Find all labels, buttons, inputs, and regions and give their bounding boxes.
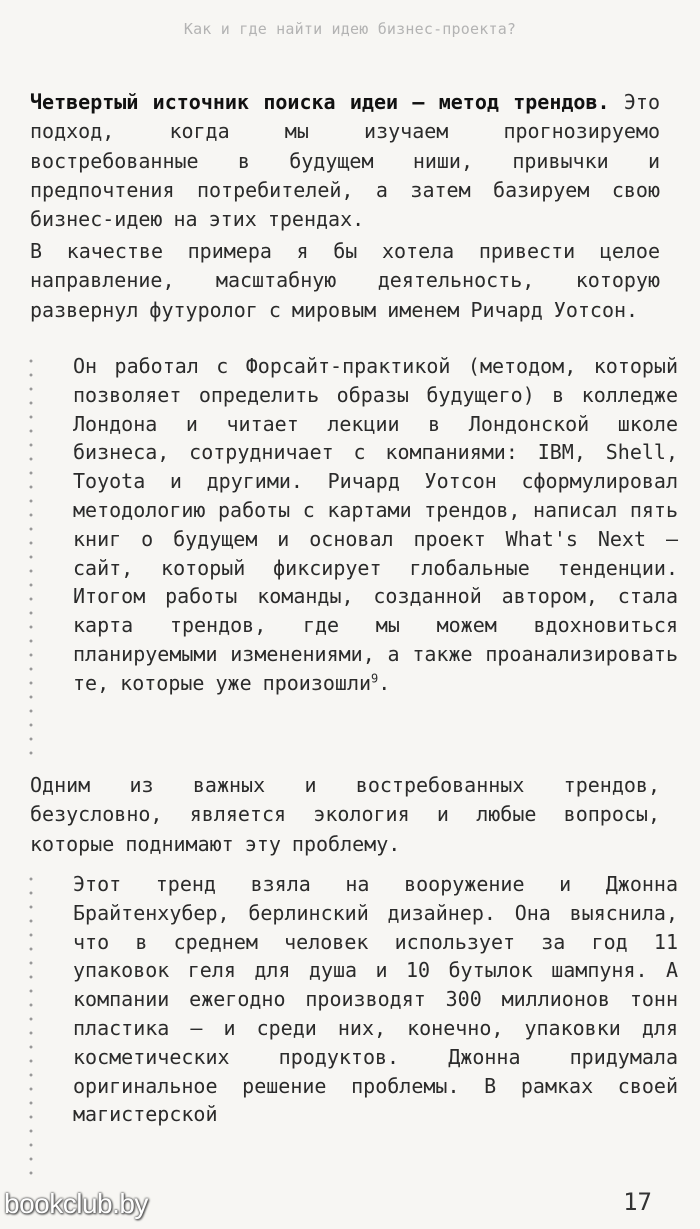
- footnote-marker: 9: [371, 671, 379, 686]
- paragraph-text: Это подход, когда мы изучаем прогнозируемо востребованные в будущем ниши, привычки и предпочтения потребителей, а затем базируем свою бизнес-идею на этих трендах.: [30, 90, 660, 232]
- running-header: Как и где найти идею бизнес-проекта?: [183, 20, 517, 38]
- page-number: 17: [623, 1188, 652, 1216]
- callout-text: [73, 352, 678, 698]
- callout-box-watson: [28, 352, 678, 757]
- callout-box-breitenhuber: [28, 870, 678, 1180]
- paragraph-example-intro: В качестве примера я бы хотела привести целое направление, масштабную деятельность, которую развернул футуролог с мировым именем Ричард Уотсон.: [30, 239, 660, 322]
- watermark-logo: bookclub.by: [4, 1188, 148, 1219]
- callout-end: .: [378, 670, 391, 695]
- lead-sentence: Четвертый источник поиска идеи — метод трендов.: [30, 90, 610, 114]
- dotted-margin-rule: [28, 872, 34, 1180]
- paragraph-trends-method: [30, 88, 660, 234]
- paragraph-ecology: Одним из важных и востребованных трендов, безусловно, является экология и любые вопросы, которые поднимают эту проблему.: [30, 773, 660, 856]
- callout-body: Он работал с Форсайт-практикой (методом, который позволяет определить образы будущего) в колледже Лондона и читает лекции в Лондонской школе бизнеса, сотрудничает с компаниями: IBM, Shell, Toyota и другими. Ричард Уотсон сформулировал методологию работы с картами трендов, написал пять книг о будущем и основал проект What's Next — сайт, который фиксирует глобальные тенденции. Итогом работы команды, созданной автором, стала карта трендов, где мы можем вдохновиться планируемыми изменениями, а также проанализировать те, которые уже произошли: [73, 354, 678, 695]
- dotted-margin-rule: [28, 354, 34, 757]
- callout-text: Этот тренд взяла на вооружение и Джонна Брайтенхубер, берлинский дизайнер. Она выяснила, что в среднем человек использует за год 11 упаковок геля для душа и 10 бутылок шампуня. А компании ежегодно производят 300 миллионов тонн пластика — и среди них, конечно, упаковки для косметических продуктов. Джонна придумала оригинальное решение проблемы. В рамках своей магистерской: [73, 872, 678, 1127]
